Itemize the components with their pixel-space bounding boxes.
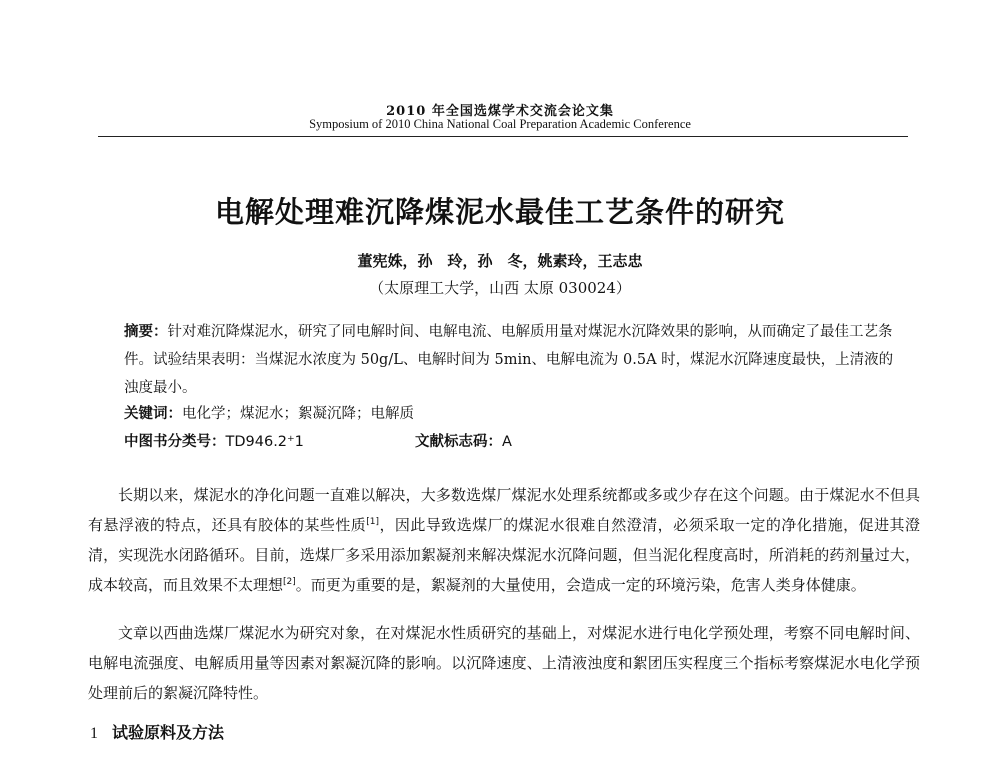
paper-title: 电解处理难沉降煤泥水最佳工艺条件的研究: [214, 195, 785, 229]
p1-part-a: 长期以来，煤泥水的净化问题一直难以解决，大多数选煤厂煤泥水处理系统都或多或少存在这个问题。由于煤泥水不但具有悬浮液的特点，还具有胶体的某些性质: [88, 486, 920, 534]
p1-part-c: 。而更为重要的是，絮凝剂的大量使用，会造成一定的环境污染，危害人类身体健康。: [295, 576, 866, 594]
p1-part-b: ，因此导致选煤厂的煤泥水很难自然澄清，必须采取一定的净化措施，促进其澄清，实现洗水闭路循环。目前，选煤厂多采用添加絮凝剂来解决煤泥水沉降问题，但当泥化程度高时，所消耗的药剂量过大，成本较高，而且效果不太理想: [88, 516, 920, 594]
abstract: [124, 318, 894, 402]
affiliation: （太原理工大学，山西 太原 030024）: [369, 279, 631, 297]
document-code: [415, 430, 512, 451]
body-paragraph-2: 文章以西曲选煤厂煤泥水为研究对象，在对煤泥水性质研究的基础上，对煤泥水进行电化学预处理，考察不同电解时间、电解电流强度、电解质用量等因素对絮凝沉降的影响。以沉降速度、上清液浊度和絮团压实程度三个指标考察煤泥水电化学预处理前后的絮凝沉降特性。: [88, 624, 920, 702]
citation-ref: [1]: [366, 517, 379, 527]
section-number: 1: [90, 725, 98, 742]
document-code-value: A: [502, 434, 512, 450]
citation-ref: [2]: [283, 577, 296, 587]
section-heading-1: [90, 720, 224, 743]
keywords-label: 关键词：: [124, 406, 182, 422]
classification-value: TD946.2⁺1: [225, 434, 304, 450]
classification-label: 中图书分类号：: [124, 434, 226, 450]
abstract-text: 针对难沉降煤泥水，研究了同电解时间、电解电流、电解质用量对煤泥水沉降效果的影响，从而确定了最佳工艺条件。试验结果表明：当煤泥水浓度为 50g/L、电解时间为 5min、电解电流为 0.5A 时，煤泥水沉降速度最快，上清液的浊度最小。: [124, 324, 894, 396]
classification-number: [124, 430, 304, 451]
section-title: 试验原料及方法: [112, 723, 225, 742]
running-head-en: Symposium of 2010 China National Coal Preparation Academic Conference: [309, 117, 691, 131]
document-code-label: 文献标志码：: [415, 434, 502, 450]
keywords: [124, 402, 414, 423]
keywords-text: 电化学；煤泥水；絮凝沉降；电解质: [182, 406, 414, 422]
abstract-label: 摘要：: [124, 324, 168, 340]
author-list: 董宪姝，孙 玲，孙 冬，姚素玲，王志忠: [357, 252, 643, 270]
header-rule: [98, 136, 908, 137]
running-head-cn: 2010 年全国选煤学术交流会论文集: [386, 104, 614, 119]
body-paragraph-1: [88, 480, 920, 600]
